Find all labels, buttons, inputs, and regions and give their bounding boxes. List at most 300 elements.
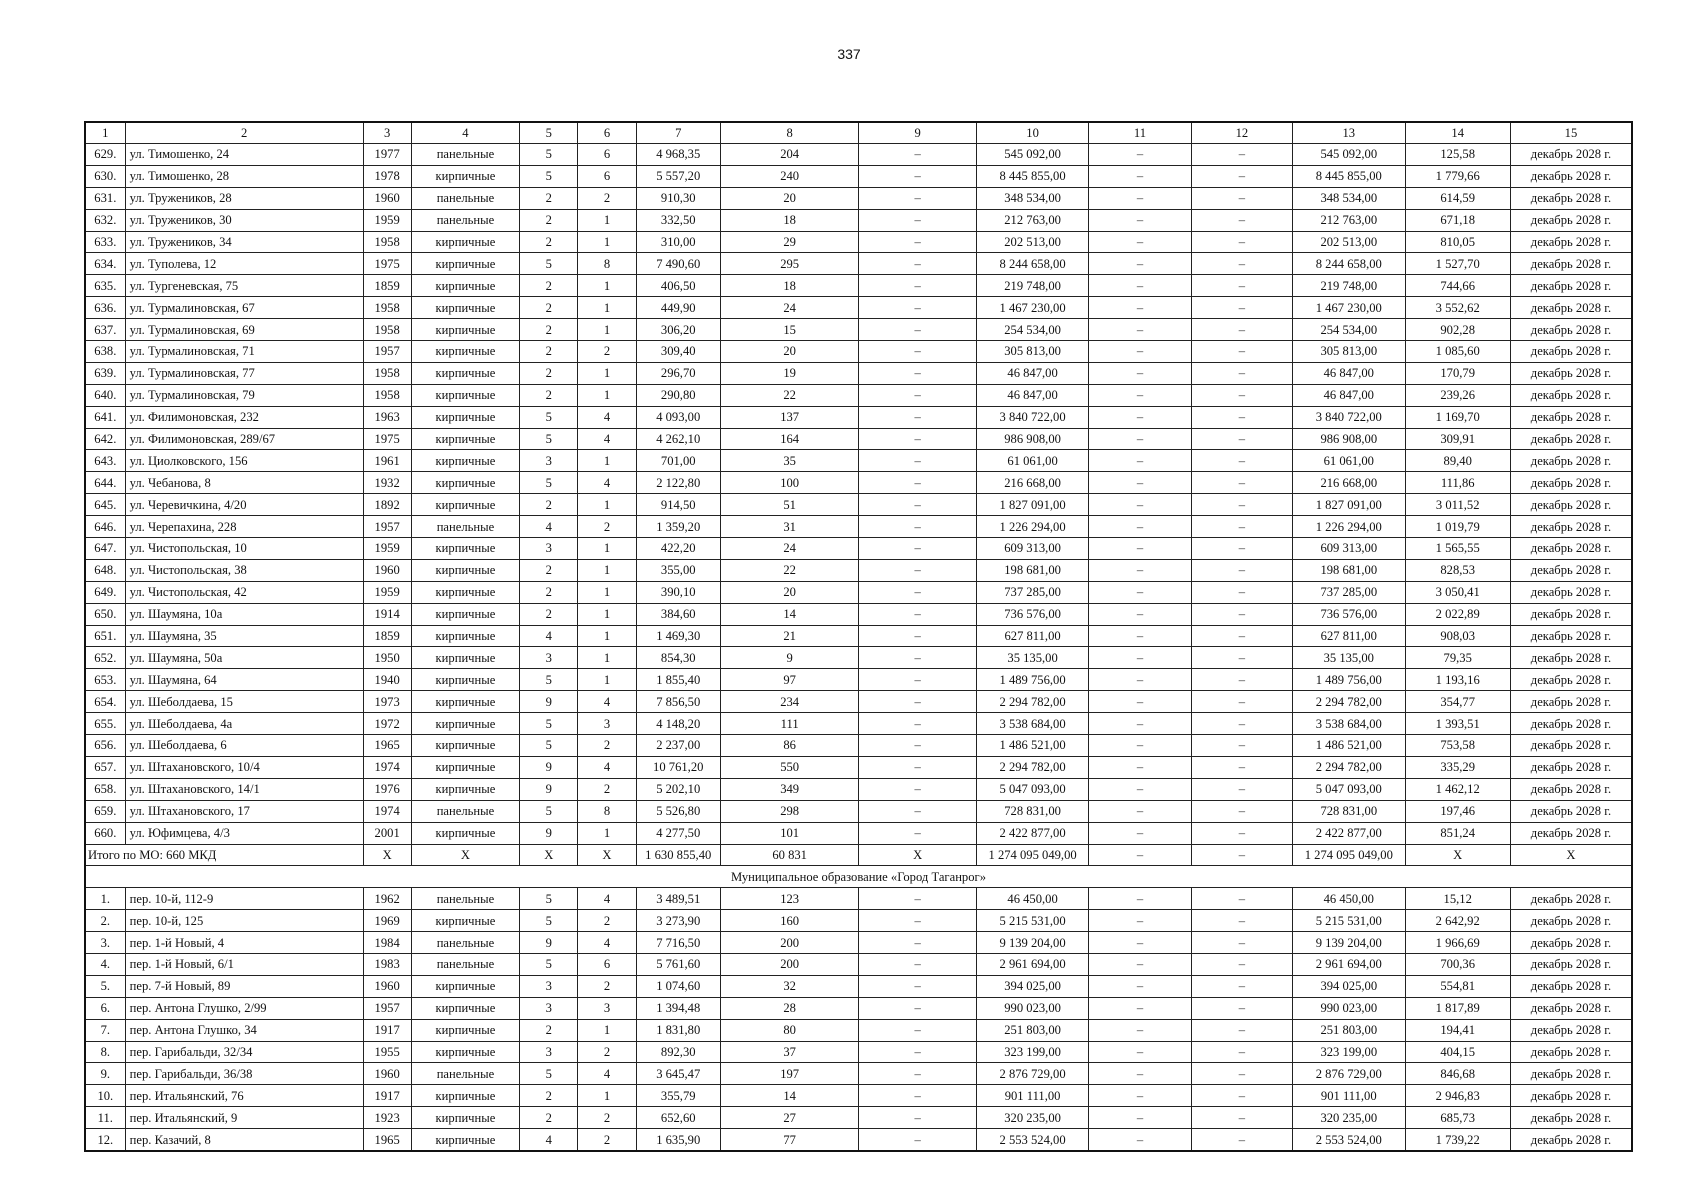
table-cell: 200 bbox=[720, 932, 859, 954]
table-cell: 4 262,10 bbox=[636, 428, 720, 450]
table-cell: – bbox=[1191, 275, 1292, 297]
table-cell: 609 313,00 bbox=[1293, 538, 1405, 560]
table-cell: декабрь 2028 г. bbox=[1510, 1129, 1632, 1151]
table-cell: 202 513,00 bbox=[1293, 231, 1405, 253]
table-cell: 1950 bbox=[363, 647, 411, 669]
table-cell: кирпичные bbox=[411, 975, 519, 997]
table-cell: 160 bbox=[720, 910, 859, 932]
table-cell: 1 193,16 bbox=[1405, 669, 1510, 691]
column-number-row bbox=[85, 122, 1632, 144]
table-cell: декабрь 2028 г. bbox=[1510, 472, 1632, 494]
table-row bbox=[85, 713, 1632, 735]
table-cell: 348 534,00 bbox=[976, 187, 1088, 209]
page-number: 337 bbox=[837, 46, 861, 62]
table-cell: – bbox=[859, 559, 976, 581]
table-cell: 3 bbox=[520, 997, 578, 1019]
table-cell: – bbox=[859, 275, 976, 297]
table-cell: 4 bbox=[578, 756, 636, 778]
table-cell: – bbox=[1089, 187, 1191, 209]
table-cell: – bbox=[1089, 713, 1191, 735]
table-cell: 671,18 bbox=[1405, 209, 1510, 231]
table-cell: 164 bbox=[720, 428, 859, 450]
table-cell: 111,86 bbox=[1405, 472, 1510, 494]
table-cell: 1974 bbox=[363, 800, 411, 822]
table-cell: 1957 bbox=[363, 341, 411, 363]
table-cell: декабрь 2028 г. bbox=[1510, 494, 1632, 516]
table-cell: – bbox=[859, 1107, 976, 1129]
table-cell: 254 534,00 bbox=[1293, 319, 1405, 341]
table-cell: 902,28 bbox=[1405, 319, 1510, 341]
table-cell: 649. bbox=[85, 581, 125, 603]
table-cell: декабрь 2028 г. bbox=[1510, 275, 1632, 297]
table-cell: панельные bbox=[411, 953, 519, 975]
table-cell: ул. Тимошенко, 28 bbox=[125, 165, 363, 187]
table-cell: ул. Тружеников, 34 bbox=[125, 231, 363, 253]
table-cell: декабрь 2028 г. bbox=[1510, 581, 1632, 603]
table-cell: 1 394,48 bbox=[636, 997, 720, 1019]
table-cell: кирпичные bbox=[411, 1107, 519, 1129]
table-cell: 2 bbox=[578, 778, 636, 800]
table-cell: 2 422 877,00 bbox=[1293, 822, 1405, 844]
table-cell: пер. Казачий, 8 bbox=[125, 1129, 363, 1151]
table-cell: 901 111,00 bbox=[976, 1085, 1088, 1107]
table-cell: 19 bbox=[720, 362, 859, 384]
table-cell: 9 bbox=[859, 122, 976, 144]
table-cell: – bbox=[859, 1019, 976, 1041]
table-cell: 2 bbox=[520, 319, 578, 341]
table-cell: панельные bbox=[411, 516, 519, 538]
table-cell: – bbox=[1089, 297, 1191, 319]
table-cell: 6. bbox=[85, 997, 125, 1019]
table-cell: 290,80 bbox=[636, 384, 720, 406]
table-cell: 5 bbox=[520, 888, 578, 910]
table-cell: – bbox=[1089, 231, 1191, 253]
table-cell: 1960 bbox=[363, 1063, 411, 1085]
table-cell: 1984 bbox=[363, 932, 411, 954]
table-cell: 645. bbox=[85, 494, 125, 516]
table-cell: ул. Шеболдаева, 4а bbox=[125, 713, 363, 735]
table-row bbox=[85, 362, 1632, 384]
table-cell: 8 445 855,00 bbox=[1293, 165, 1405, 187]
table-cell: 652,60 bbox=[636, 1107, 720, 1129]
table-cell: кирпичные bbox=[411, 538, 519, 560]
table-cell: панельные bbox=[411, 1063, 519, 1085]
table-cell: 1 bbox=[85, 122, 125, 144]
table-cell: ул. Чистопольская, 42 bbox=[125, 581, 363, 603]
table-cell: 2 294 782,00 bbox=[1293, 691, 1405, 713]
table-cell: 736 576,00 bbox=[1293, 603, 1405, 625]
table-cell: 204 bbox=[720, 144, 859, 166]
table-cell: 736 576,00 bbox=[976, 603, 1088, 625]
table-cell: 635. bbox=[85, 275, 125, 297]
table-cell: 1932 bbox=[363, 472, 411, 494]
table-cell: 2 bbox=[578, 516, 636, 538]
table-cell: 11 bbox=[1089, 122, 1191, 144]
table-row bbox=[85, 1107, 1632, 1129]
table-cell: пер. Итальянский, 9 bbox=[125, 1107, 363, 1129]
table-cell: 639. bbox=[85, 362, 125, 384]
table-cell: – bbox=[859, 822, 976, 844]
table-cell: декабрь 2028 г. bbox=[1510, 450, 1632, 472]
table-cell: 1965 bbox=[363, 1129, 411, 1151]
table-cell: 309,91 bbox=[1405, 428, 1510, 450]
table-cell: 20 bbox=[720, 187, 859, 209]
table-cell: 1 bbox=[578, 297, 636, 319]
table-cell: 1969 bbox=[363, 910, 411, 932]
table-cell: декабрь 2028 г. bbox=[1510, 384, 1632, 406]
table-cell: 349 bbox=[720, 778, 859, 800]
table-cell: 9 139 204,00 bbox=[976, 932, 1088, 954]
table-cell: 3 840 722,00 bbox=[1293, 406, 1405, 428]
table-cell: 641. bbox=[85, 406, 125, 428]
table-cell: – bbox=[1089, 581, 1191, 603]
table-cell: декабрь 2028 г. bbox=[1510, 538, 1632, 560]
table-cell: 3 273,90 bbox=[636, 910, 720, 932]
table-cell: 2 bbox=[578, 1107, 636, 1129]
table-cell: – bbox=[1191, 844, 1292, 866]
table-cell: – bbox=[1191, 691, 1292, 713]
table-cell: 656. bbox=[85, 735, 125, 757]
table-row bbox=[85, 297, 1632, 319]
table-cell: ул. Циолковского, 156 bbox=[125, 450, 363, 472]
table-cell: – bbox=[1191, 756, 1292, 778]
table-cell: пер. 10-й, 112-9 bbox=[125, 888, 363, 910]
table-cell: – bbox=[1089, 472, 1191, 494]
table-cell: 1958 bbox=[363, 319, 411, 341]
table-cell: – bbox=[859, 538, 976, 560]
table-cell: 1977 bbox=[363, 144, 411, 166]
table-cell: 2 642,92 bbox=[1405, 910, 1510, 932]
table-row bbox=[85, 341, 1632, 363]
table-cell: 728 831,00 bbox=[1293, 800, 1405, 822]
table-cell: – bbox=[859, 735, 976, 757]
table-cell: декабрь 2028 г. bbox=[1510, 559, 1632, 581]
table-cell: 3 011,52 bbox=[1405, 494, 1510, 516]
table-cell: 990 023,00 bbox=[976, 997, 1088, 1019]
table-cell: 633. bbox=[85, 231, 125, 253]
table-cell: 4 968,35 bbox=[636, 144, 720, 166]
table-cell: – bbox=[1191, 209, 1292, 231]
table-cell: кирпичные bbox=[411, 253, 519, 275]
table-cell: 3 bbox=[578, 997, 636, 1019]
table-cell: 15 bbox=[1510, 122, 1632, 144]
table-cell: 9 139 204,00 bbox=[1293, 932, 1405, 954]
table-cell: пер. Итальянский, 76 bbox=[125, 1085, 363, 1107]
table-cell: 1 bbox=[578, 581, 636, 603]
table-cell: 2 bbox=[578, 341, 636, 363]
table-cell: 15,12 bbox=[1405, 888, 1510, 910]
table-cell: 2 bbox=[520, 209, 578, 231]
table-cell: 254 534,00 bbox=[976, 319, 1088, 341]
table-cell: 21 bbox=[720, 625, 859, 647]
table-cell: кирпичные bbox=[411, 231, 519, 253]
table-cell: 12. bbox=[85, 1129, 125, 1151]
table-cell: декабрь 2028 г. bbox=[1510, 362, 1632, 384]
table-cell: 1 bbox=[578, 384, 636, 406]
table-cell: декабрь 2028 г. bbox=[1510, 1085, 1632, 1107]
table-cell: 2 876 729,00 bbox=[1293, 1063, 1405, 1085]
table-cell: 2 bbox=[520, 581, 578, 603]
table-cell: 5 bbox=[520, 910, 578, 932]
table-cell: 239,26 bbox=[1405, 384, 1510, 406]
table-cell: пер. Гарибальди, 32/34 bbox=[125, 1041, 363, 1063]
table-cell: 2 bbox=[520, 275, 578, 297]
table-cell: – bbox=[1191, 975, 1292, 997]
table-cell: 5 761,60 bbox=[636, 953, 720, 975]
table-cell: 640. bbox=[85, 384, 125, 406]
table-cell: 2 bbox=[125, 122, 363, 144]
table-cell: 332,50 bbox=[636, 209, 720, 231]
table-row bbox=[85, 187, 1632, 209]
table-cell: 9 bbox=[720, 647, 859, 669]
table-cell: – bbox=[1191, 231, 1292, 253]
table-cell: 24 bbox=[720, 538, 859, 560]
table-cell: 1 bbox=[578, 822, 636, 844]
table-row bbox=[85, 691, 1632, 713]
table-cell: 2 bbox=[520, 1085, 578, 1107]
table-cell: – bbox=[1089, 800, 1191, 822]
table-cell: – bbox=[859, 406, 976, 428]
table-cell: декабрь 2028 г. bbox=[1510, 669, 1632, 691]
table-row bbox=[85, 932, 1632, 954]
table-cell: 298 bbox=[720, 800, 859, 822]
table-cell: декабрь 2028 г. bbox=[1510, 144, 1632, 166]
table-cell: 1 bbox=[578, 669, 636, 691]
table-cell: 1 817,89 bbox=[1405, 997, 1510, 1019]
table-cell: 630. bbox=[85, 165, 125, 187]
table-cell: 1 bbox=[578, 231, 636, 253]
table-cell: – bbox=[1191, 538, 1292, 560]
table-cell: 1 bbox=[578, 559, 636, 581]
table-cell: 2 bbox=[520, 1019, 578, 1041]
table-cell: 5 bbox=[520, 1063, 578, 1085]
table-cell: 198 681,00 bbox=[976, 559, 1088, 581]
table-cell: 650. bbox=[85, 603, 125, 625]
table-cell: 305 813,00 bbox=[1293, 341, 1405, 363]
table-row bbox=[85, 669, 1632, 691]
table-cell: 10 bbox=[976, 122, 1088, 144]
table-cell: – bbox=[1089, 691, 1191, 713]
table-cell: – bbox=[1089, 538, 1191, 560]
table-cell: 216 668,00 bbox=[1293, 472, 1405, 494]
table-cell: 1 274 095 049,00 bbox=[1293, 844, 1405, 866]
table-cell: 631. bbox=[85, 187, 125, 209]
table-cell: – bbox=[1089, 822, 1191, 844]
table-cell: 986 908,00 bbox=[1293, 428, 1405, 450]
table-cell: – bbox=[1191, 953, 1292, 975]
table-cell: 5 bbox=[520, 669, 578, 691]
table-cell: – bbox=[1089, 603, 1191, 625]
table-cell: декабрь 2028 г. bbox=[1510, 800, 1632, 822]
table-cell: – bbox=[1191, 472, 1292, 494]
table-cell: 46 847,00 bbox=[1293, 384, 1405, 406]
table-cell: 4 bbox=[411, 122, 519, 144]
table-cell: – bbox=[1089, 778, 1191, 800]
table-cell: декабрь 2028 г. bbox=[1510, 647, 1632, 669]
table-cell: 1 bbox=[578, 603, 636, 625]
table-cell: – bbox=[1089, 494, 1191, 516]
table-cell: 306,20 bbox=[636, 319, 720, 341]
table-cell: – bbox=[1191, 778, 1292, 800]
table-cell: ул. Чистопольская, 38 bbox=[125, 559, 363, 581]
table-cell: – bbox=[859, 472, 976, 494]
table-cell: ул. Чистопольская, 10 bbox=[125, 538, 363, 560]
table-cell: 1960 bbox=[363, 187, 411, 209]
table-cell: – bbox=[1191, 822, 1292, 844]
table-cell: 394 025,00 bbox=[976, 975, 1088, 997]
table-cell: 61 061,00 bbox=[976, 450, 1088, 472]
table-cell: декабрь 2028 г. bbox=[1510, 341, 1632, 363]
table-cell: 2 022,89 bbox=[1405, 603, 1510, 625]
table-cell: 4 bbox=[578, 1063, 636, 1085]
table-cell: 4 bbox=[520, 625, 578, 647]
table-cell: 908,03 bbox=[1405, 625, 1510, 647]
table-cell: Итого по МО: 660 МКД bbox=[85, 844, 363, 866]
table-cell: ул. Турмалиновская, 77 bbox=[125, 362, 363, 384]
table-cell: 216 668,00 bbox=[976, 472, 1088, 494]
table-cell: 1958 bbox=[363, 231, 411, 253]
table-cell: 1 bbox=[578, 362, 636, 384]
table-cell: 46 450,00 bbox=[1293, 888, 1405, 910]
table-cell: ул. Туполева, 12 bbox=[125, 253, 363, 275]
table-cell: ул. Тружеников, 30 bbox=[125, 209, 363, 231]
table-cell: кирпичные bbox=[411, 910, 519, 932]
table-cell: – bbox=[859, 975, 976, 997]
table-cell: 6 bbox=[578, 144, 636, 166]
table-cell: 4 bbox=[578, 428, 636, 450]
table-cell: 627 811,00 bbox=[1293, 625, 1405, 647]
table-cell: 137 bbox=[720, 406, 859, 428]
table-cell: 1 bbox=[578, 647, 636, 669]
table-cell: – bbox=[1089, 275, 1191, 297]
table-cell: 636. bbox=[85, 297, 125, 319]
table-cell: 10. bbox=[85, 1085, 125, 1107]
table-cell: 4 bbox=[578, 932, 636, 954]
table-cell: – bbox=[1191, 647, 1292, 669]
table-cell: ул. Штахановского, 14/1 bbox=[125, 778, 363, 800]
table-cell: – bbox=[1191, 406, 1292, 428]
table-cell: кирпичные bbox=[411, 625, 519, 647]
table-cell: 18 bbox=[720, 275, 859, 297]
table-cell: ул. Шаумяна, 50а bbox=[125, 647, 363, 669]
table-cell: – bbox=[859, 384, 976, 406]
table-cell: 2 bbox=[520, 1107, 578, 1129]
table-row bbox=[85, 953, 1632, 975]
table-cell: кирпичные bbox=[411, 341, 519, 363]
table-cell: 737 285,00 bbox=[1293, 581, 1405, 603]
table-cell: X bbox=[1510, 844, 1632, 866]
table-cell: кирпичные bbox=[411, 362, 519, 384]
table-cell: 18 bbox=[720, 209, 859, 231]
table-cell: 355,79 bbox=[636, 1085, 720, 1107]
table-cell: ул. Шеболдаева, 6 bbox=[125, 735, 363, 757]
table-row bbox=[85, 209, 1632, 231]
table-cell: декабрь 2028 г. bbox=[1510, 406, 1632, 428]
table-cell: 5 215 531,00 bbox=[976, 910, 1088, 932]
table-cell: – bbox=[1191, 581, 1292, 603]
table-cell: 2. bbox=[85, 910, 125, 932]
table-row bbox=[85, 516, 1632, 538]
table-cell: 1 486 521,00 bbox=[1293, 735, 1405, 757]
table-cell: ул. Штахановского, 10/4 bbox=[125, 756, 363, 778]
table-cell: 660. bbox=[85, 822, 125, 844]
table-cell: – bbox=[1191, 319, 1292, 341]
table-cell: – bbox=[1191, 144, 1292, 166]
table-cell: 2 553 524,00 bbox=[1293, 1129, 1405, 1151]
table-cell: – bbox=[1191, 997, 1292, 1019]
table-cell: – bbox=[1089, 735, 1191, 757]
table-row bbox=[85, 800, 1632, 822]
table-cell: – bbox=[859, 1129, 976, 1151]
table-cell: 240 bbox=[720, 165, 859, 187]
table-cell: 1 489 756,00 bbox=[976, 669, 1088, 691]
table-cell: – bbox=[1089, 165, 1191, 187]
table-cell: 1978 bbox=[363, 165, 411, 187]
table-row bbox=[85, 625, 1632, 647]
table-cell: декабрь 2028 г. bbox=[1510, 1107, 1632, 1129]
table-cell: 1960 bbox=[363, 975, 411, 997]
table-cell: 632. bbox=[85, 209, 125, 231]
table-cell: 390,10 bbox=[636, 581, 720, 603]
table-row bbox=[85, 275, 1632, 297]
table-cell: – bbox=[1191, 559, 1292, 581]
table-cell: 5 202,10 bbox=[636, 778, 720, 800]
table-cell: – bbox=[1191, 1063, 1292, 1085]
table-cell: 3 bbox=[520, 1041, 578, 1063]
table-cell: 554,81 bbox=[1405, 975, 1510, 997]
table-cell: панельные bbox=[411, 209, 519, 231]
table-cell: – bbox=[1191, 384, 1292, 406]
table-cell: 46 847,00 bbox=[976, 384, 1088, 406]
table-cell: 9 bbox=[520, 778, 578, 800]
table-cell: – bbox=[1089, 384, 1191, 406]
table-cell: 2 bbox=[578, 975, 636, 997]
table-cell: 910,30 bbox=[636, 187, 720, 209]
table-cell: 5 bbox=[520, 953, 578, 975]
table-cell: 652. bbox=[85, 647, 125, 669]
table-cell: кирпичные bbox=[411, 822, 519, 844]
table-row bbox=[85, 581, 1632, 603]
table-row bbox=[85, 253, 1632, 275]
table-cell: 1 966,69 bbox=[1405, 932, 1510, 954]
table-cell: кирпичные bbox=[411, 428, 519, 450]
table-cell: 2 961 694,00 bbox=[1293, 953, 1405, 975]
table-cell: – bbox=[859, 450, 976, 472]
table-cell: – bbox=[1089, 1107, 1191, 1129]
table-cell: 4 093,00 bbox=[636, 406, 720, 428]
table-cell: 320 235,00 bbox=[976, 1107, 1088, 1129]
table-cell: 3 bbox=[363, 122, 411, 144]
table-cell: кирпичные bbox=[411, 778, 519, 800]
table-cell: 202 513,00 bbox=[976, 231, 1088, 253]
table-cell: кирпичные bbox=[411, 165, 519, 187]
table-cell: – bbox=[1089, 253, 1191, 275]
table-cell: 1. bbox=[85, 888, 125, 910]
table-cell: 355,00 bbox=[636, 559, 720, 581]
table-cell: 1917 bbox=[363, 1085, 411, 1107]
table-cell: панельные bbox=[411, 800, 519, 822]
table-cell: 2 bbox=[578, 1041, 636, 1063]
table-cell: 234 bbox=[720, 691, 859, 713]
table-cell: – bbox=[859, 165, 976, 187]
table-cell: 700,36 bbox=[1405, 953, 1510, 975]
table-cell: 1 855,40 bbox=[636, 669, 720, 691]
table-cell: – bbox=[1089, 910, 1191, 932]
table-cell: 737 285,00 bbox=[976, 581, 1088, 603]
table-cell: кирпичные bbox=[411, 691, 519, 713]
table-cell: 614,59 bbox=[1405, 187, 1510, 209]
table-cell: – bbox=[859, 603, 976, 625]
